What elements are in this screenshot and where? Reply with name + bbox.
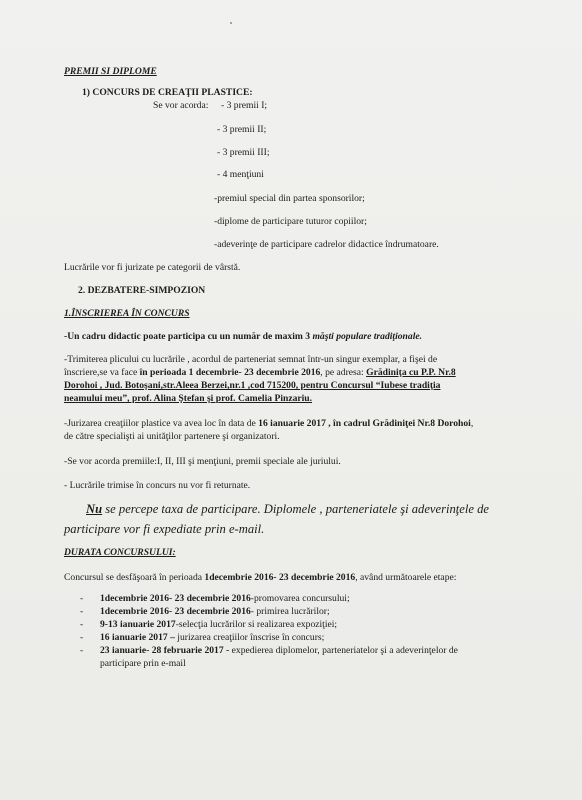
se-vor-acorda: Se vor acorda:: [153, 100, 209, 111]
concurs-title: 1) CONCURS DE CREAŢII PLASTICE:: [82, 87, 253, 98]
jurizare-paragraph-line: de către specialişti ai unităţilor partenere şi organizatori.: [64, 431, 280, 442]
etapa-desc: - primirea lucrărilor;: [250, 606, 330, 617]
dezbatere-heading: 2. DEZBATERE-SIMPOZION: [78, 285, 206, 296]
premiu-item: -adeverinţe de participare cadrelor didactice îndrumatoare.: [214, 239, 439, 250]
premii-paragraph: -Se vor acorda premiile:I, II, III şi menţiuni, premii speciale ale juriului.: [64, 456, 341, 467]
etapa-item: [100, 645, 458, 657]
jurizare-paragraph-line: [64, 418, 473, 430]
taxa-text: se percepe taxa de participare. Diplomele , parteneriatele şi adeverinţele de: [102, 502, 490, 516]
durata-intro: [64, 572, 456, 584]
jurizare-note: Lucrările vor fi jurizate pe categorii de vârstă.: [64, 262, 241, 273]
p1-text: -Un cadru didactic poate participa cu un număr de maxim 3: [64, 331, 313, 342]
inscriere-paragraph-2-line: -Trimiterea plicului cu lucrările , acordul de parteneriat semnat într-un singur exemplar, a fişei de: [64, 354, 438, 365]
etapa-date: 9-13 ianuarie 2017: [100, 619, 176, 630]
p3-text: ,: [470, 418, 474, 429]
bullet-dash: -: [80, 645, 84, 656]
etapa-item: [100, 632, 324, 644]
etapa-desc: expedierea diplomelor, parteneriatelor şi a adeverinţelor de: [229, 645, 458, 656]
etapa-item-continuation: participare prin e-mail: [100, 658, 186, 669]
etapa-date: 1decembrie 2016- 23 decembrie 2016: [100, 606, 251, 617]
taxa-paragraph-line: participare vor fi expediate prin e-mail.: [64, 522, 265, 536]
bullet-dash: -: [80, 593, 84, 604]
inscriere-paragraph-2-line: [64, 367, 456, 379]
taxa-paragraph-line: [86, 502, 489, 517]
inscrierea-heading: 1.ÎNSCRIEREA ÎN CONCURS: [64, 308, 190, 319]
etapa-date: 1decembrie 2016- 23 decembrie 2016: [100, 593, 251, 604]
p2-text: , pe adresa:: [320, 367, 367, 378]
intro-period: 1decembrie 2016- 23 decembrie 2016: [204, 572, 356, 583]
bullet-dash: -: [80, 606, 84, 617]
bullet-dash: -: [80, 619, 84, 630]
etapa-item: [100, 593, 350, 605]
etapa-item: [100, 606, 330, 618]
p2-text: înscriere,se va face: [64, 367, 140, 378]
inscriere-address-line: Dorohoi , Jud. Botoşani,str.Aleea Berzei,nr.1 ,cod 715200, pentru Concursul “Iubese tradiţia: [64, 380, 441, 391]
intro-text: Concursul se desfăşoară în perioada: [64, 572, 205, 583]
etapa-desc: -selecţia lucrărilor si realizarea expoziţiei;: [175, 619, 338, 630]
inscriere-paragraph-1: [64, 331, 422, 343]
p2-period: în perioada 1 decembrie- 23 decembrie 2016: [139, 367, 321, 378]
etapa-desc: -promovarea concursului;: [250, 593, 350, 604]
returnate-paragraph: - Lucrările trimise în concurs nu vor fi returnate.: [64, 480, 251, 491]
premiu-item: -diplome de participare tuturor copiilor;: [214, 216, 367, 227]
premiu-item: - 3 premii I;: [221, 100, 268, 111]
etapa-desc: jurizarea creaţiilor înscrise în concurs;: [174, 632, 325, 643]
premiu-item: - 4 menţiuni: [217, 169, 264, 180]
bullet-dash: -: [80, 632, 84, 643]
p1-italic-text: măşti populare tradiţionale.: [312, 331, 423, 342]
etapa-date: 23 ianuarie- 28 februarie 2017 -: [100, 645, 230, 656]
intro-text: , având următoarele etape:: [355, 572, 457, 583]
taxa-nu: Nu: [86, 502, 103, 516]
p2-address: Grădiniţa cu P.P. Nr.8: [366, 367, 456, 378]
durata-heading: DURATA CONCURSULUI:: [64, 547, 176, 558]
p3-date: 16 ianuarie 2017 , în cadrul Grădiniţei Nr.8 Dorohoi: [258, 418, 471, 429]
inscriere-address-line: neamului meu”, prof. Alina Ştefan şi prof. Camelia Pinzariu.: [64, 393, 313, 404]
etapa-item: [100, 619, 337, 631]
premiu-item: -premiul special din partea sponsorilor;: [214, 193, 365, 204]
scan-speck: [230, 22, 232, 24]
premii-heading: PREMII SI DIPLOME: [64, 66, 157, 77]
etapa-date: 16 ianuarie 2017 –: [100, 632, 175, 643]
p3-text: -Jurizarea creaţiilor plastice va avea loc în data de: [64, 418, 259, 429]
premiu-item: - 3 premii II;: [217, 124, 267, 135]
premiu-item: - 3 premii III;: [217, 147, 270, 158]
